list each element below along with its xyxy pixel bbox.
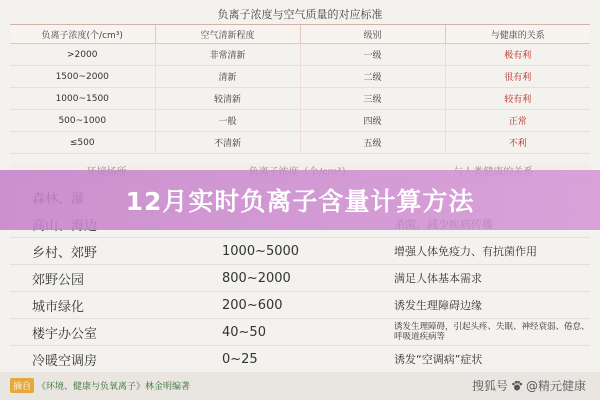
table-cell: 1500~2000 bbox=[10, 66, 155, 88]
table1-header-health: 与健康的关系 bbox=[445, 25, 590, 44]
table-cell: 800~2000 bbox=[192, 265, 382, 292]
table-row bbox=[10, 66, 590, 88]
table-cell: ≤500 bbox=[10, 132, 155, 154]
banner-title: 12月实时负离子含量计算方法 bbox=[125, 187, 475, 216]
watermark bbox=[472, 377, 586, 394]
source-caption bbox=[10, 378, 190, 393]
table-cell: 清新 bbox=[155, 66, 300, 88]
table-row bbox=[10, 319, 590, 346]
table-cell: 正常 bbox=[445, 110, 590, 132]
table-cell: 极有利 bbox=[445, 44, 590, 66]
table-row bbox=[10, 110, 590, 132]
table-cell: 一级 bbox=[300, 44, 445, 66]
table-row bbox=[10, 132, 590, 154]
table-cell: 1000~1500 bbox=[10, 88, 155, 110]
table-cell: 40~50 bbox=[192, 319, 382, 346]
table-row bbox=[10, 88, 590, 110]
table-cell: 楼宇办公室 bbox=[10, 319, 192, 346]
ion-standard-table bbox=[10, 6, 590, 154]
table-row bbox=[10, 238, 590, 265]
table-cell: 不利 bbox=[445, 132, 590, 154]
table1-header-freshness: 空气清新程度 bbox=[155, 25, 300, 44]
table-cell: 二级 bbox=[300, 66, 445, 88]
table-cell: 诱发生理障碍，引起头疼、失眠、神经衰弱、倦怠、呼吸道疾病等 bbox=[382, 319, 590, 346]
table-cell: 0~25 bbox=[192, 346, 382, 373]
source-text: 《环境、健康与负氧离子》林金明编著 bbox=[37, 382, 191, 392]
table-cell: 三级 bbox=[300, 88, 445, 110]
table-cell: 郊野公园 bbox=[10, 265, 192, 292]
source-tag: 摘自 bbox=[10, 378, 34, 393]
table-cell: 200~600 bbox=[192, 292, 382, 319]
table-row bbox=[10, 346, 590, 373]
table-cell: 增强人体免疫力、有抗菌作用 bbox=[382, 238, 590, 265]
table-cell: 很有利 bbox=[445, 66, 590, 88]
watermark-author: @精元健康 bbox=[525, 379, 586, 393]
table-cell: 诱发生理障碍边缘 bbox=[382, 292, 590, 319]
table1-header-concentration: 负离子浓度(个/cm³) bbox=[10, 25, 155, 44]
table-cell: 四级 bbox=[300, 110, 445, 132]
table1-title: 负离子浓度与空气质量的对应标准 bbox=[10, 6, 590, 25]
table-cell: 满足人体基本需求 bbox=[382, 265, 590, 292]
table-cell: 城市绿化 bbox=[10, 292, 192, 319]
table-row bbox=[10, 265, 590, 292]
table-cell: 较有利 bbox=[445, 88, 590, 110]
table-cell: 不清新 bbox=[155, 132, 300, 154]
table-cell: 1000~5000 bbox=[192, 238, 382, 265]
table-cell: 五级 bbox=[300, 132, 445, 154]
table-cell: 非常清新 bbox=[155, 44, 300, 66]
table-cell: 较清新 bbox=[155, 88, 300, 110]
watermark-platform: 搜狐号 bbox=[471, 379, 508, 393]
table-cell: 冷暖空调房 bbox=[10, 346, 192, 373]
table1-header-level: 级别 bbox=[300, 25, 445, 44]
table1-grid bbox=[10, 25, 590, 154]
table-cell: 诱发“空调病”症状 bbox=[382, 346, 590, 373]
paw-icon bbox=[511, 380, 523, 392]
table-row bbox=[10, 292, 590, 319]
table-cell: >2000 bbox=[10, 44, 155, 66]
title-banner bbox=[0, 170, 600, 230]
table-cell: 500~1000 bbox=[10, 110, 155, 132]
table-cell: 一般 bbox=[155, 110, 300, 132]
table-row bbox=[10, 44, 590, 66]
table-cell: 乡村、郊野 bbox=[10, 238, 192, 265]
